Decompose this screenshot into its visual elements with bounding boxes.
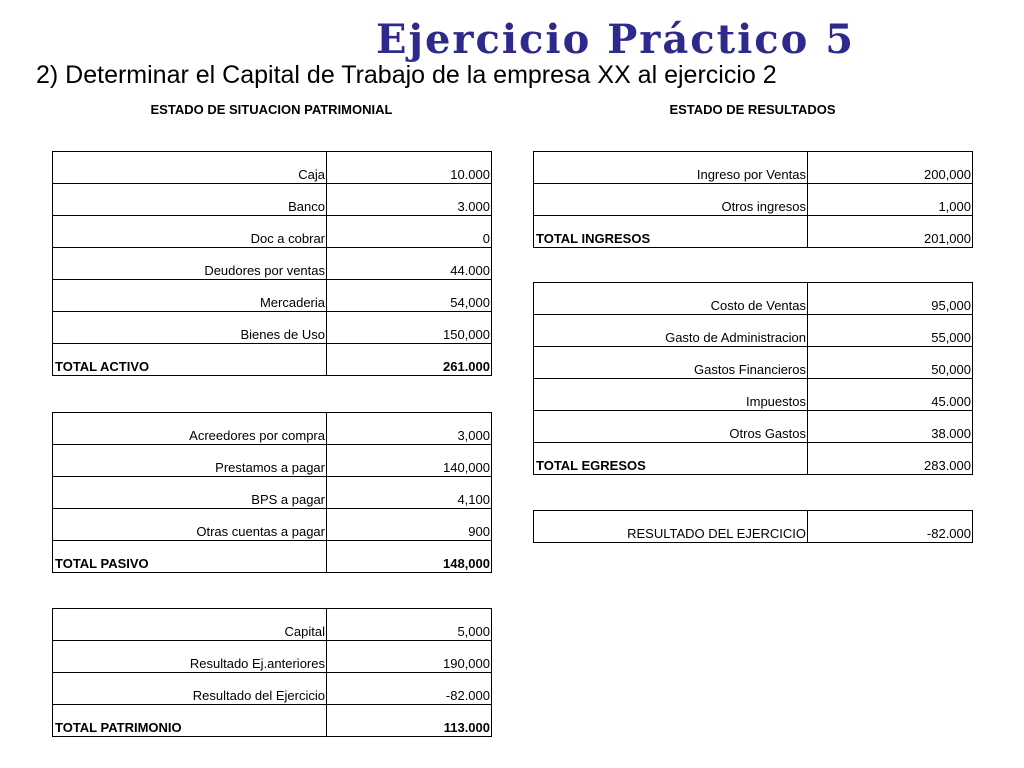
row-value: 10.000 [327, 152, 492, 184]
row-label: Otros ingresos [534, 184, 808, 216]
total-ingresos-value: 201,000 [808, 216, 973, 248]
table-row [534, 152, 973, 184]
resultados-heading: ESTADO DE RESULTADOS [669, 102, 836, 117]
row-label: Banco [53, 184, 327, 216]
row-value: 900 [327, 509, 492, 541]
table-row [534, 184, 973, 216]
egresos-table [533, 282, 973, 475]
table-row [534, 379, 973, 411]
row-value: 140,000 [327, 445, 492, 477]
row-value: 1,000 [808, 184, 973, 216]
total-egresos-label: TOTAL EGRESOS [534, 443, 808, 475]
table-row [53, 673, 492, 705]
row-label: Resultado Ej.anteriores [53, 641, 327, 673]
row-label: Capital [53, 609, 327, 641]
row-label: Prestamos a pagar [53, 445, 327, 477]
total-patrimonio-label: TOTAL PATRIMONIO [53, 705, 327, 737]
row-value: 4,100 [327, 477, 492, 509]
total-pasivo-row [53, 541, 492, 573]
row-value: 45.000 [808, 379, 973, 411]
total-activo-value: 261.000 [327, 344, 492, 376]
row-value: 95,000 [808, 283, 973, 315]
row-label: BPS a pagar [53, 477, 327, 509]
table-row [53, 152, 492, 184]
row-label: Otras cuentas a pagar [53, 509, 327, 541]
row-label: Resultado del Ejercicio [53, 673, 327, 705]
table-row [53, 477, 492, 509]
row-value: 38.000 [808, 411, 973, 443]
row-label: Impuestos [534, 379, 808, 411]
total-activo-row [53, 344, 492, 376]
row-label: Caja [53, 152, 327, 184]
resultado-value: -82.000 [808, 511, 973, 543]
row-label: Deudores por ventas [53, 248, 327, 280]
total-ingresos-label: TOTAL INGRESOS [534, 216, 808, 248]
row-value: -82.000 [327, 673, 492, 705]
row-label: Gastos Financieros [534, 347, 808, 379]
pasivo-table [52, 412, 492, 573]
row-label: Acreedores por compra [53, 413, 327, 445]
row-value: 3,000 [327, 413, 492, 445]
row-label: Costo de Ventas [534, 283, 808, 315]
table-row [53, 248, 492, 280]
total-patrimonio-value: 113.000 [327, 705, 492, 737]
ingresos-table [533, 151, 973, 248]
resultado-label: RESULTADO DEL EJERCICIO [534, 511, 808, 543]
total-ingresos-row [534, 216, 973, 248]
situacion-heading: ESTADO DE SITUACION PATRIMONIAL [150, 102, 393, 117]
table-row [53, 413, 492, 445]
row-label: Gasto de Administracion [534, 315, 808, 347]
table-row [534, 411, 973, 443]
resultado-row [534, 511, 973, 543]
row-label: Doc a cobrar [53, 216, 327, 248]
row-label: Mercaderia [53, 280, 327, 312]
table-row [53, 445, 492, 477]
table-row [534, 347, 973, 379]
total-egresos-row [534, 443, 973, 475]
slide-subtitle: 2) Determinar el Capital de Trabajo de la empresa XX al ejercicio 2 [36, 61, 777, 89]
table-row [53, 609, 492, 641]
table-row [53, 312, 492, 344]
table-row [53, 280, 492, 312]
table-row [53, 184, 492, 216]
row-value: 50,000 [808, 347, 973, 379]
row-value: 0 [327, 216, 492, 248]
total-pasivo-label: TOTAL PASIVO [53, 541, 327, 573]
row-label: Otros Gastos [534, 411, 808, 443]
row-value: 54,000 [327, 280, 492, 312]
row-label: Ingreso por Ventas [534, 152, 808, 184]
table-row [534, 315, 973, 347]
row-value: 190,000 [327, 641, 492, 673]
patrimonio-table [52, 608, 492, 737]
resultado-table [533, 510, 973, 543]
total-activo-label: TOTAL ACTIVO [53, 344, 327, 376]
row-value: 200,000 [808, 152, 973, 184]
activo-table [52, 151, 492, 376]
row-label: Bienes de Uso [53, 312, 327, 344]
table-row [534, 283, 973, 315]
table-row [53, 509, 492, 541]
table-row [53, 641, 492, 673]
total-egresos-value: 283.000 [808, 443, 973, 475]
row-value: 3.000 [327, 184, 492, 216]
row-value: 44.000 [327, 248, 492, 280]
total-patrimonio-row [53, 705, 492, 737]
row-value: 150,000 [327, 312, 492, 344]
row-value: 55,000 [808, 315, 973, 347]
table-row [53, 216, 492, 248]
row-value: 5,000 [327, 609, 492, 641]
slide-title: Ejercicio Práctico 5 [376, 16, 856, 63]
total-pasivo-value: 148,000 [327, 541, 492, 573]
